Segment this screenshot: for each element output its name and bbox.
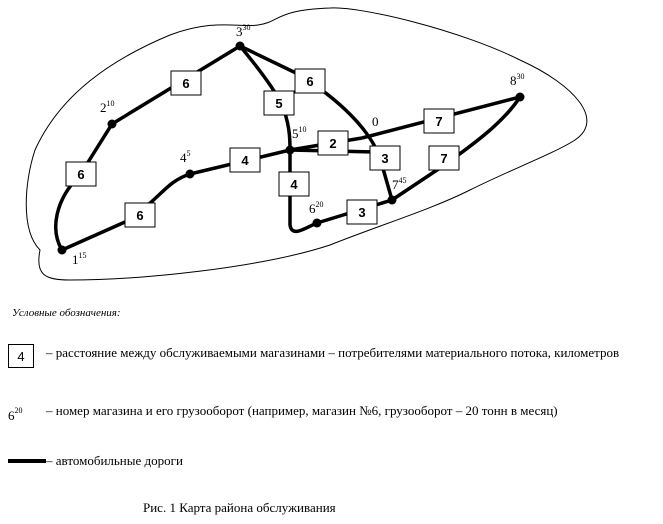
store-label-5: $5^{10}$ xyxy=(292,125,307,141)
legend-store-sup: 20 xyxy=(14,406,23,415)
store-label-1: $1^{15}$ xyxy=(72,251,87,267)
store-label-7: $7^{45}$ xyxy=(392,176,407,192)
distance-box-1-4 xyxy=(125,203,155,227)
store-label-4: $4^5$ xyxy=(180,149,191,165)
store-dot-1 xyxy=(58,246,67,255)
store-label-6: $6^{20}$ xyxy=(309,200,324,216)
distance-value: 3 xyxy=(381,151,389,166)
distance-value: 3 xyxy=(358,205,366,220)
distance-box-7-8 xyxy=(429,146,459,170)
legend-distance-symbol: 4 xyxy=(8,344,34,368)
distance-boxes-layer xyxy=(66,69,459,227)
distance-box-5-0 xyxy=(318,131,348,155)
distance-value: 6 xyxy=(136,208,144,223)
distance-value: 6 xyxy=(306,74,314,89)
distance-box-3-5 xyxy=(264,91,294,115)
distance-value: 4 xyxy=(241,153,249,168)
distance-value: 5 xyxy=(275,96,283,111)
distance-box-0-8 xyxy=(424,109,454,133)
distance-box-5-7 xyxy=(370,146,400,170)
distance-value: 2 xyxy=(329,136,337,151)
legend-road-symbol xyxy=(8,459,46,463)
legend-title: Условные обозначения: xyxy=(12,307,121,319)
legend-road-text: – автомобильные дороги xyxy=(46,453,183,468)
figure-caption: Рис. 1 Карта района обслуживания xyxy=(143,500,336,515)
distance-box-2-3 xyxy=(171,71,201,95)
legend-store-number: 6 xyxy=(8,408,15,423)
store-dot-3 xyxy=(236,42,245,51)
store-dot-7 xyxy=(388,196,397,205)
distance-box-4-5 xyxy=(230,148,260,172)
distance-box-5-6 xyxy=(279,172,309,196)
legend-distance-text: – расстояние между обслуживаемыми магазинами – потребителями материального потока, километров xyxy=(46,345,620,360)
distance-value: 7 xyxy=(435,114,443,129)
distance-value: 6 xyxy=(182,76,190,91)
store-dot-2 xyxy=(108,120,117,129)
store-dot-5 xyxy=(286,146,295,155)
distance-value: 6 xyxy=(77,167,85,182)
legend-store-text: – номер магазина и его грузооборот (например, магазин №6, грузооборот – 20 тонн в месяц) xyxy=(46,403,558,418)
legend-store-symbol xyxy=(8,402,23,424)
store-label-0: 0 xyxy=(372,114,379,129)
store-label-2: $2^{10}$ xyxy=(100,99,115,115)
store-dot-6 xyxy=(313,219,322,228)
distance-box-3-7 xyxy=(295,69,325,93)
store-dot-4 xyxy=(186,170,195,179)
store-label-8: $8^{30}$ xyxy=(510,72,525,88)
distance-box-1-2 xyxy=(66,162,96,186)
store-label-3: $3^{30}$ xyxy=(236,23,251,39)
distance-value: 7 xyxy=(440,151,448,166)
store-dot-8 xyxy=(516,93,525,102)
distance-box-6-7 xyxy=(347,200,377,224)
service-area-boundary xyxy=(26,8,587,280)
distance-value: 4 xyxy=(290,177,298,192)
